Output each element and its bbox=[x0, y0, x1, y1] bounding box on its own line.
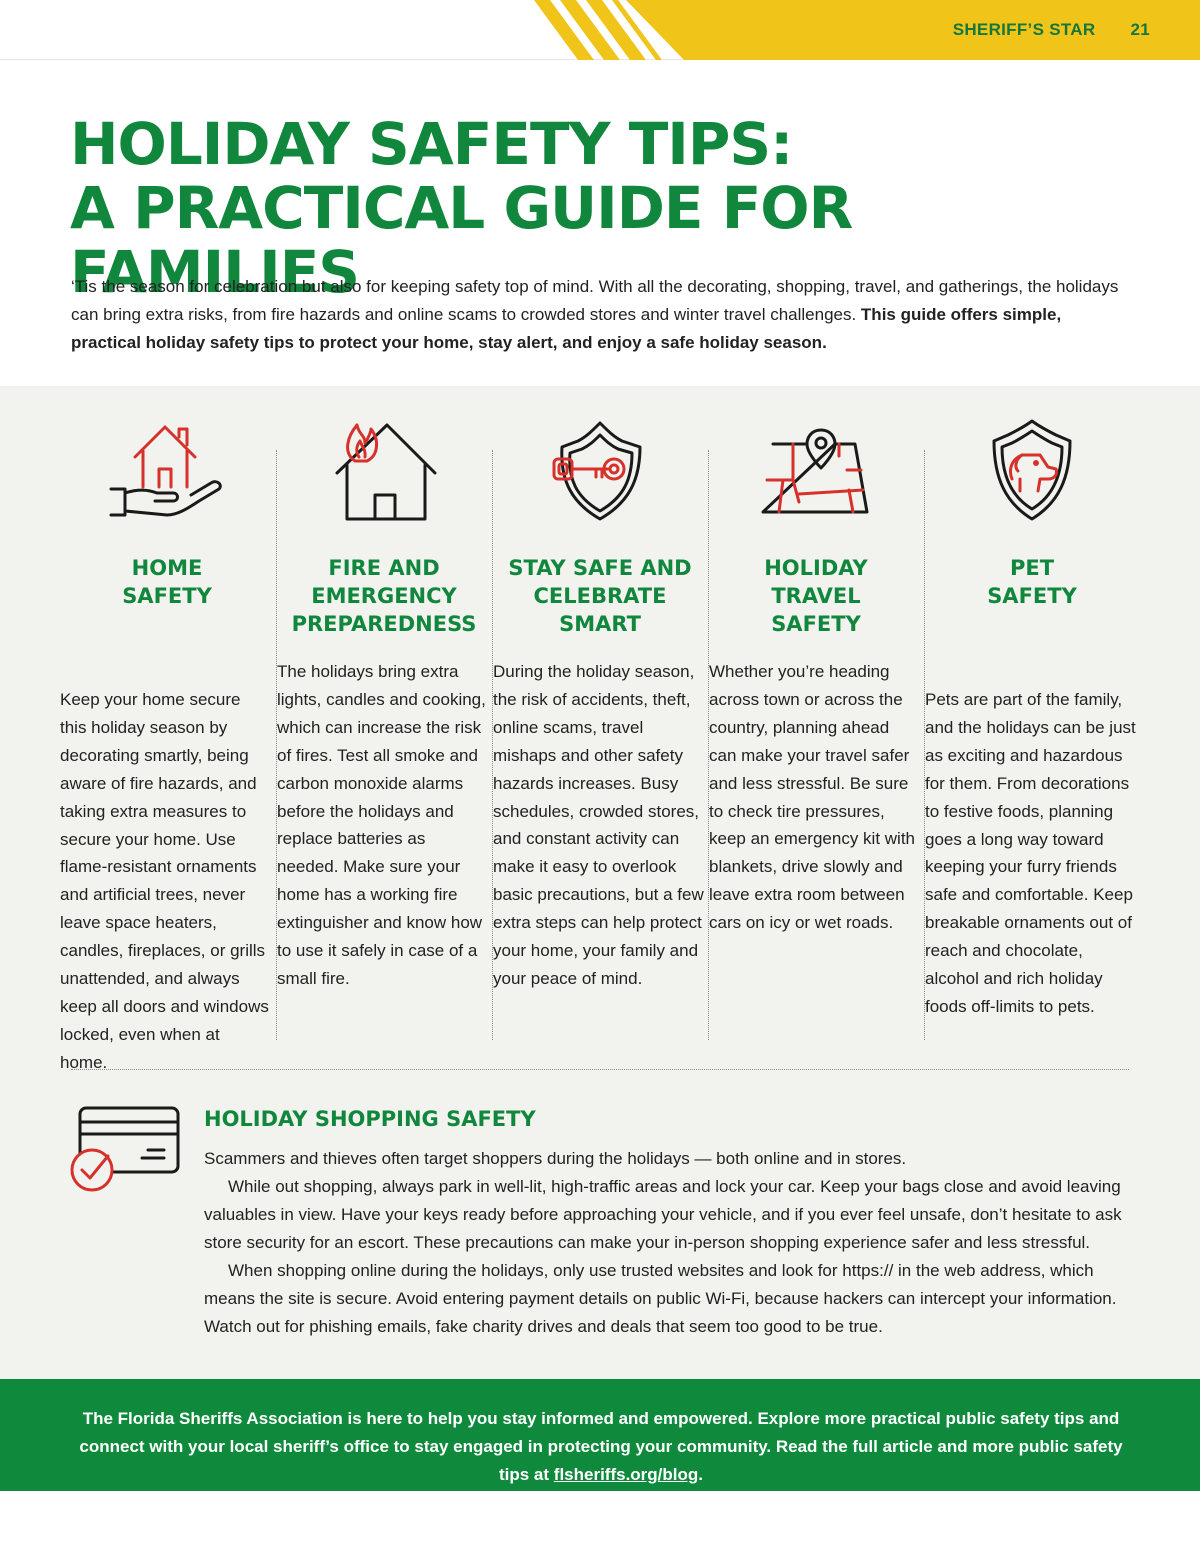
section-divider bbox=[71, 1069, 1129, 1070]
footer-message: The Florida Sheriffs Association is here to help you stay informed and empowered. Explore more practical public safety tips and connect with your local sheriff’s office to stay engaged in protecting your community. Read the full article and more public safety tips at bbox=[79, 1409, 1123, 1484]
tip-body: Whether you’re heading across town or across the country, planning ahead can make your travel safer and less stressful. Be sure to check tire pressures, keep an emergency kit with blankets, drive slowly and leave extra room between cars on icy or wet roads. bbox=[709, 662, 915, 933]
tip-body: During the holiday season, the risk of accidents, theft, online scams, travel mishaps and other safety hazards increases. Busy schedules, crowded stores, and constant activity can make it easy to overlook basic precautions, but a few extra steps can help protect your home, your family and your peace of mind. bbox=[493, 662, 704, 988]
tip-column-fire-preparedness bbox=[276, 416, 492, 993]
tip-body: The holidays bring extra lights, candles and cooking, which can increase the risk of fires. Test all smoke and carbon monoxide alarms before the holidays and replace batteries as needed. Make sure your home has a working fire extinguisher and know how to use it safely in case of a small fire. bbox=[277, 662, 486, 988]
house-fire-icon bbox=[276, 416, 492, 526]
page-number: 21 bbox=[1130, 20, 1150, 39]
tip-column-stay-safe bbox=[492, 416, 708, 993]
footer-text: The Florida Sheriffs Association is here to help you stay informed and empowered. Explore more practical public safety tips and connect with your local sheriff’s office to stay engaged in protecting your community. Read the full article and more public safety tips at flsheriffs.org/blog. bbox=[79, 1409, 1123, 1484]
tip-heading: HOLIDAY TRAVEL SAFETY bbox=[764, 556, 868, 636]
title-line-1: HOLIDAY SAFETY TIPS: bbox=[70, 110, 793, 178]
tip-heading: HOME SAFETY bbox=[122, 556, 212, 608]
shield-key-icon bbox=[492, 416, 708, 526]
tip-heading: FIRE AND EMERGENCY PREPAREDNESS bbox=[291, 556, 477, 636]
shopping-paragraph-1: Scammers and thieves often target shoppers during the holidays — both online and in stores. bbox=[204, 1149, 907, 1168]
tips-panel bbox=[0, 386, 1200, 1379]
footer-banner bbox=[0, 1379, 1200, 1491]
tip-body: Keep your home secure this holiday season by decorating smartly, being aware of fire hazards, and taking extra measures to secure your home. Use flame-resistant ornaments and artificial trees, never leave space heaters, candles, fireplaces, or grills unattended, and always keep all doors and windows locked, even when at home. bbox=[60, 690, 269, 1072]
page-header bbox=[0, 0, 1200, 60]
tip-column-holiday-travel bbox=[708, 416, 924, 937]
intro-bold-text: This guide offers simple, practical holiday safety tips to protect your home, stay alert, and enjoy a safe holiday season. bbox=[71, 305, 1062, 352]
intro-text: ‘Tis the season for celebration but also for keeping safety top of mind. With all the decorating, shopping, travel, and gatherings, the holidays can bring extra risks, from fire hazards and online scams to crowded stores and winter travel challenges. bbox=[71, 277, 1119, 324]
header-text bbox=[953, 20, 1150, 40]
tip-body: Pets are part of the family, and the holidays can be just as exciting and hazardous for them. From decorations to festive foods, planning goes a long way toward keeping your furry friends safe and comfortable. Keep breakable ornaments out of reach and chocolate, alcohol and rich holiday foods off-limits to pets. bbox=[925, 690, 1136, 1016]
shopping-paragraph-3: When shopping online during the holidays, only use trusted websites and look for https:// in the web address, which means the site is secure. Avoid entering payment details on public Wi-Fi, because hackers can intercept your information. Watch out for phishing emails, fake charity drives and deals that seem too good to be true. bbox=[204, 1261, 1117, 1336]
credit-card-check-icon bbox=[68, 1104, 184, 1194]
publication-name: SHERIFF’S STAR bbox=[952, 20, 1096, 39]
intro-paragraph bbox=[71, 273, 1131, 357]
tip-heading: STAY SAFE AND CELEBRATE SMART bbox=[508, 556, 692, 636]
shopping-paragraph-2: While out shopping, always park in well-lit, high-traffic areas and lock your car. Keep your bags close and avoid leaving valuables in view. Have your keys ready before approaching your vehicle, and if you ever feel unsafe, don’t hesitate to ask store security for an escort. These precautions can make your in-person shopping experience safer and less stressful. bbox=[204, 1177, 1122, 1252]
shield-dog-icon bbox=[924, 416, 1140, 526]
blog-link[interactable]: flsheriffs.org/blog bbox=[553, 1465, 699, 1484]
tip-column-home-safety bbox=[59, 416, 275, 1077]
tip-column-pet-safety bbox=[924, 416, 1140, 1021]
shopping-safety-heading: HOLIDAY SHOPPING SAFETY bbox=[204, 1107, 536, 1131]
tip-heading: PET SAFETY bbox=[987, 556, 1077, 608]
house-hand-icon bbox=[59, 416, 275, 526]
title-line-2: A PRACTICAL GUIDE FOR FAMILIES bbox=[70, 174, 853, 306]
shopping-safety-body bbox=[204, 1145, 1134, 1341]
map-pin-icon bbox=[708, 416, 924, 526]
